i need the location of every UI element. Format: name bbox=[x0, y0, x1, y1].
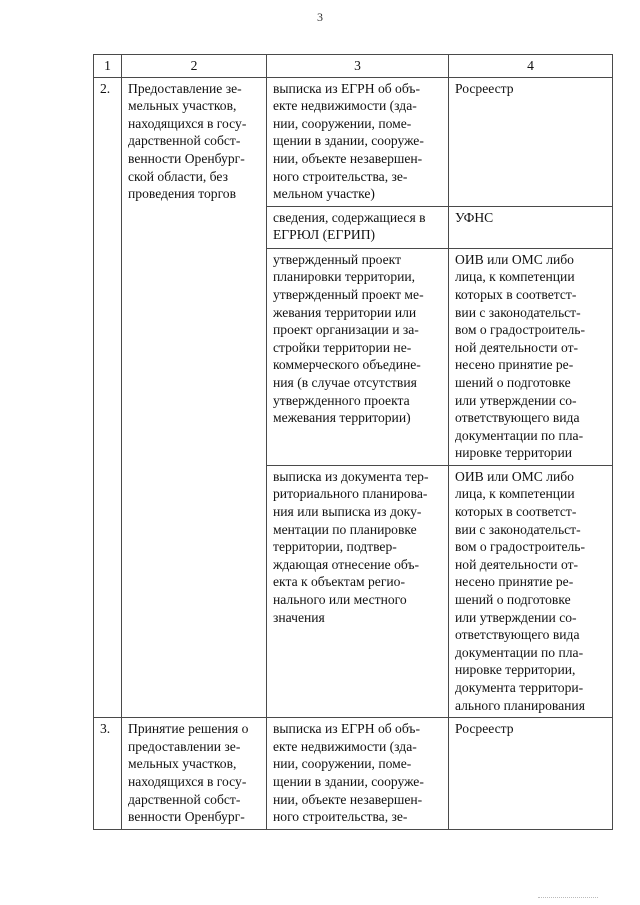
column-header: 1 bbox=[94, 55, 122, 78]
service-name: Предоставление зе- мельных участков, находящихся в госу- дарственной собст- венности Оренбург- ской области, без проведения торгов bbox=[122, 77, 267, 718]
required-document: выписка из документа тер- риториального планирова- ния или выписка из доку- ментации по планировке территории, подтвер- ждающая отнесение объ- екта к объектам регио- нального или местного значения bbox=[267, 465, 449, 717]
responsible-authority: Росреестр bbox=[449, 77, 613, 206]
responsible-authority: УФНС bbox=[449, 206, 613, 248]
column-header: 2 bbox=[122, 55, 267, 78]
responsible-authority: ОИВ или ОМС либо лица, к компетенции которых в соответст- вии с законодательст- вом о градостроитель- ной деятельности от- несено принятие ре- шений о подготовке или утверждении со- ответствующего вида документации по пла- нировке территории bbox=[449, 248, 613, 465]
row-number: 3. bbox=[94, 718, 122, 830]
document-table bbox=[93, 54, 613, 830]
required-document: сведения, содержащиеся в ЕГРЮЛ (ЕГРИП) bbox=[267, 206, 449, 248]
service-name: Принятие решения о предоставлении зе- мельных участков, находящихся в госу- дарственной собст- венности Оренбург- bbox=[122, 718, 267, 830]
row-number: 2. bbox=[94, 77, 122, 718]
table-row bbox=[94, 718, 613, 830]
required-document: выписка из ЕГРН об объ- екте недвижимости (зда- нии, сооружении, поме- щении в здании, сооруже- нии, объекте незавершен- ного строительства, зе- bbox=[267, 718, 449, 830]
responsible-authority: ОИВ или ОМС либо лица, к компетенции которых в соответст- вии с законодательст- вом о градостроитель- ной деятельности от- несено принятие ре- шений о подготовке или утверждении со- ответствующего вида документации по пла- нировке территории, документа территори- ального планирования bbox=[449, 465, 613, 717]
column-header: 4 bbox=[449, 55, 613, 78]
responsible-authority: Росреестр bbox=[449, 718, 613, 830]
table-row bbox=[94, 77, 613, 206]
required-document: утвержденный проект планировки территории, утвержденный проект ме- жевания территории или проект организации и за- стройки территории не- коммерческого объедине- ния (в случае отсутствия утвержденного проекта межевания территории) bbox=[267, 248, 449, 465]
page-number: 3 bbox=[317, 10, 323, 24]
column-header: 3 bbox=[267, 55, 449, 78]
required-document: выписка из ЕГРН об объ- екте недвижимости (зда- нии, сооружении, поме- щении в здании, сооруже- нии, объекте незавершен- ного строительства, зе- мельном участке) bbox=[267, 77, 449, 206]
scan-artifact-mark bbox=[538, 897, 598, 900]
table-header-row bbox=[94, 55, 613, 78]
